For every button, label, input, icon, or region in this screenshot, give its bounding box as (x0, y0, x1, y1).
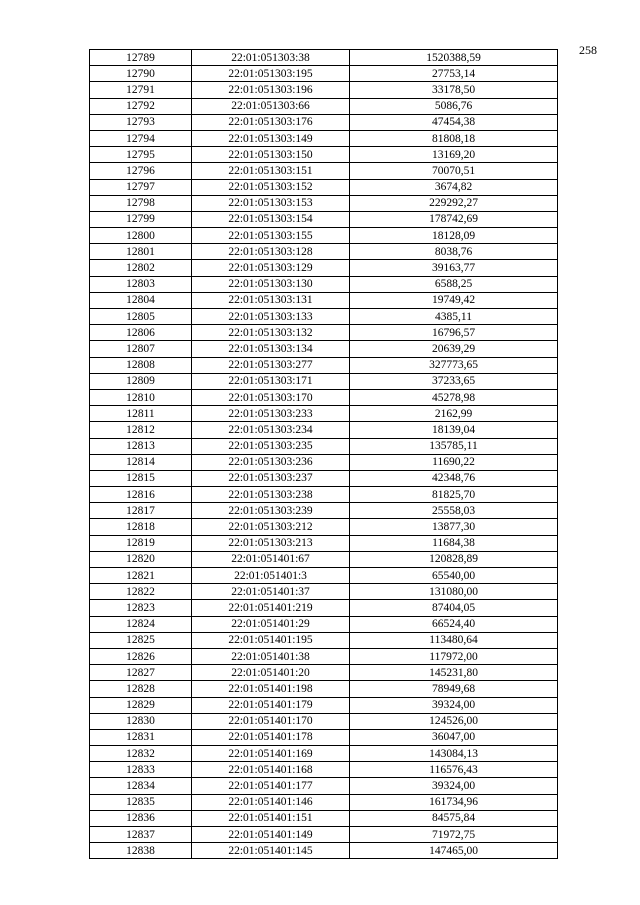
row-number-cell: 12811 (90, 406, 192, 422)
cadastral-number-cell: 22:01:051303:154 (192, 211, 350, 227)
cadastral-number-cell: 22:01:051401:170 (192, 713, 350, 729)
table-row (90, 762, 558, 778)
cadastral-number-cell: 22:01:051401:145 (192, 843, 350, 859)
value-cell: 120828,89 (350, 551, 558, 567)
cadastral-number-cell: 22:01:051303:238 (192, 487, 350, 503)
table-row (90, 292, 558, 308)
row-number-cell: 12789 (90, 50, 192, 66)
row-number-cell: 12821 (90, 568, 192, 584)
table-row (90, 827, 558, 843)
value-cell: 70070,51 (350, 163, 558, 179)
value-cell: 161734,96 (350, 794, 558, 810)
cadastral-number-cell: 22:01:051303:150 (192, 147, 350, 163)
table-row (90, 163, 558, 179)
table-row (90, 179, 558, 195)
table-row (90, 697, 558, 713)
value-cell: 37233,65 (350, 373, 558, 389)
cadastral-number-cell: 22:01:051303:134 (192, 341, 350, 357)
cadastral-number-cell: 22:01:051303:151 (192, 163, 350, 179)
table-row (90, 746, 558, 762)
cadastral-number-cell: 22:01:051303:170 (192, 389, 350, 405)
value-cell: 116576,43 (350, 762, 558, 778)
table-row (90, 713, 558, 729)
table-row (90, 648, 558, 664)
cadastral-number-cell: 22:01:051303:196 (192, 82, 350, 98)
value-cell: 33178,50 (350, 82, 558, 98)
value-cell: 25558,03 (350, 503, 558, 519)
cadastral-number-cell: 22:01:051401:168 (192, 762, 350, 778)
cadastral-number-cell: 22:01:051401:178 (192, 729, 350, 745)
table-row (90, 211, 558, 227)
row-number-cell: 12832 (90, 746, 192, 762)
value-cell: 78949,68 (350, 681, 558, 697)
value-cell: 117972,00 (350, 648, 558, 664)
row-number-cell: 12833 (90, 762, 192, 778)
row-number-cell: 12796 (90, 163, 192, 179)
cadastral-number-cell: 22:01:051401:38 (192, 648, 350, 664)
row-number-cell: 12823 (90, 600, 192, 616)
value-cell: 11690,22 (350, 454, 558, 470)
value-cell: 84575,84 (350, 810, 558, 826)
table-row (90, 568, 558, 584)
value-cell: 18139,04 (350, 422, 558, 438)
row-number-cell: 12819 (90, 535, 192, 551)
row-number-cell: 12805 (90, 309, 192, 325)
table-row (90, 454, 558, 470)
row-number-cell: 12795 (90, 147, 192, 163)
cadastral-number-cell: 22:01:051303:129 (192, 260, 350, 276)
table-body (90, 50, 558, 859)
value-cell: 81808,18 (350, 130, 558, 146)
cadastral-value-table (89, 49, 558, 859)
value-cell: 45278,98 (350, 389, 558, 405)
value-cell: 1520388,59 (350, 50, 558, 66)
row-number-cell: 12807 (90, 341, 192, 357)
table-row (90, 665, 558, 681)
value-cell: 145231,80 (350, 665, 558, 681)
cadastral-number-cell: 22:01:051401:219 (192, 600, 350, 616)
cadastral-number-cell: 22:01:051303:213 (192, 535, 350, 551)
table-row (90, 244, 558, 260)
table-row (90, 357, 558, 373)
cadastral-number-cell: 22:01:051303:235 (192, 438, 350, 454)
cadastral-number-cell: 22:01:051303:152 (192, 179, 350, 195)
table-row (90, 228, 558, 244)
row-number-cell: 12815 (90, 470, 192, 486)
cadastral-number-cell: 22:01:051401:177 (192, 778, 350, 794)
row-number-cell: 12798 (90, 195, 192, 211)
table-row (90, 147, 558, 163)
row-number-cell: 12813 (90, 438, 192, 454)
table-row (90, 50, 558, 66)
cadastral-number-cell: 22:01:051401:195 (192, 632, 350, 648)
cadastral-number-cell: 22:01:051303:66 (192, 98, 350, 114)
table-row (90, 260, 558, 276)
cadastral-number-cell: 22:01:051303:277 (192, 357, 350, 373)
value-cell: 6588,25 (350, 276, 558, 292)
table-row (90, 276, 558, 292)
value-cell: 47454,38 (350, 114, 558, 130)
table-row (90, 778, 558, 794)
table-row (90, 810, 558, 826)
value-cell: 13877,30 (350, 519, 558, 535)
row-number-cell: 12809 (90, 373, 192, 389)
value-cell: 4385,11 (350, 309, 558, 325)
table-row (90, 438, 558, 454)
cadastral-number-cell: 22:01:051303:128 (192, 244, 350, 260)
row-number-cell: 12834 (90, 778, 192, 794)
table-row (90, 373, 558, 389)
table-row (90, 406, 558, 422)
table-row (90, 422, 558, 438)
table-row (90, 503, 558, 519)
value-cell: 2162,99 (350, 406, 558, 422)
row-number-cell: 12824 (90, 616, 192, 632)
row-number-cell: 12831 (90, 729, 192, 745)
cadastral-number-cell: 22:01:051401:149 (192, 827, 350, 843)
table-row (90, 66, 558, 82)
value-cell: 81825,70 (350, 487, 558, 503)
cadastral-number-cell: 22:01:051401:29 (192, 616, 350, 632)
cadastral-number-cell: 22:01:051303:239 (192, 503, 350, 519)
table-row (90, 341, 558, 357)
cadastral-number-cell: 22:01:051401:179 (192, 697, 350, 713)
row-number-cell: 12802 (90, 260, 192, 276)
value-cell: 65540,00 (350, 568, 558, 584)
cadastral-number-cell: 22:01:051303:132 (192, 325, 350, 341)
value-cell: 39324,00 (350, 778, 558, 794)
row-number-cell: 12830 (90, 713, 192, 729)
value-cell: 66524,40 (350, 616, 558, 632)
value-cell: 39324,00 (350, 697, 558, 713)
cadastral-number-cell: 22:01:051401:67 (192, 551, 350, 567)
cadastral-number-cell: 22:01:051401:169 (192, 746, 350, 762)
table-row (90, 600, 558, 616)
table-row (90, 616, 558, 632)
row-number-cell: 12827 (90, 665, 192, 681)
row-number-cell: 12801 (90, 244, 192, 260)
row-number-cell: 12810 (90, 389, 192, 405)
value-cell: 27753,14 (350, 66, 558, 82)
row-number-cell: 12791 (90, 82, 192, 98)
row-number-cell: 12817 (90, 503, 192, 519)
table-row (90, 487, 558, 503)
row-number-cell: 12818 (90, 519, 192, 535)
cadastral-number-cell: 22:01:051303:195 (192, 66, 350, 82)
row-number-cell: 12799 (90, 211, 192, 227)
row-number-cell: 12790 (90, 66, 192, 82)
cadastral-number-cell: 22:01:051401:198 (192, 681, 350, 697)
row-number-cell: 12826 (90, 648, 192, 664)
value-cell: 36047,00 (350, 729, 558, 745)
row-number-cell: 12812 (90, 422, 192, 438)
value-cell: 16796,57 (350, 325, 558, 341)
row-number-cell: 12814 (90, 454, 192, 470)
value-cell: 87404,05 (350, 600, 558, 616)
row-number-cell: 12800 (90, 228, 192, 244)
value-cell: 8038,76 (350, 244, 558, 260)
cadastral-number-cell: 22:01:051303:233 (192, 406, 350, 422)
value-cell: 143084,13 (350, 746, 558, 762)
table-row (90, 584, 558, 600)
value-cell: 20639,29 (350, 341, 558, 357)
value-cell: 124526,00 (350, 713, 558, 729)
value-cell: 113480,64 (350, 632, 558, 648)
row-number-cell: 12816 (90, 487, 192, 503)
cadastral-number-cell: 22:01:051303:38 (192, 50, 350, 66)
cadastral-number-cell: 22:01:051303:234 (192, 422, 350, 438)
cadastral-number-cell: 22:01:051303:237 (192, 470, 350, 486)
value-cell: 135785,11 (350, 438, 558, 454)
value-cell: 131080,00 (350, 584, 558, 600)
table-row (90, 470, 558, 486)
table-row (90, 843, 558, 859)
value-cell: 5086,76 (350, 98, 558, 114)
value-cell: 18128,09 (350, 228, 558, 244)
table-row (90, 114, 558, 130)
value-cell: 13169,20 (350, 147, 558, 163)
table-row (90, 729, 558, 745)
table-row (90, 535, 558, 551)
cadastral-number-cell: 22:01:051303:212 (192, 519, 350, 535)
row-number-cell: 12836 (90, 810, 192, 826)
table-row (90, 309, 558, 325)
row-number-cell: 12829 (90, 697, 192, 713)
value-cell: 229292,27 (350, 195, 558, 211)
row-number-cell: 12808 (90, 357, 192, 373)
table-row (90, 681, 558, 697)
table-row (90, 551, 558, 567)
row-number-cell: 12793 (90, 114, 192, 130)
cadastral-number-cell: 22:01:051303:130 (192, 276, 350, 292)
table-row (90, 82, 558, 98)
cadastral-number-cell: 22:01:051401:3 (192, 568, 350, 584)
cadastral-number-cell: 22:01:051401:20 (192, 665, 350, 681)
value-cell: 147465,00 (350, 843, 558, 859)
cadastral-number-cell: 22:01:051303:155 (192, 228, 350, 244)
table-row (90, 195, 558, 211)
value-cell: 327773,65 (350, 357, 558, 373)
table-row (90, 632, 558, 648)
cadastral-number-cell: 22:01:051401:146 (192, 794, 350, 810)
row-number-cell: 12820 (90, 551, 192, 567)
cadastral-number-cell: 22:01:051303:131 (192, 292, 350, 308)
row-number-cell: 12835 (90, 794, 192, 810)
cadastral-number-cell: 22:01:051303:176 (192, 114, 350, 130)
cadastral-number-cell: 22:01:051303:133 (192, 309, 350, 325)
row-number-cell: 12797 (90, 179, 192, 195)
row-number-cell: 12837 (90, 827, 192, 843)
row-number-cell: 12828 (90, 681, 192, 697)
table-row (90, 519, 558, 535)
table-row (90, 389, 558, 405)
row-number-cell: 12803 (90, 276, 192, 292)
value-cell: 178742,69 (350, 211, 558, 227)
row-number-cell: 12825 (90, 632, 192, 648)
row-number-cell: 12794 (90, 130, 192, 146)
cadastral-number-cell: 22:01:051303:153 (192, 195, 350, 211)
page-number: 258 (579, 43, 597, 57)
row-number-cell: 12806 (90, 325, 192, 341)
table-row (90, 794, 558, 810)
value-cell: 19749,42 (350, 292, 558, 308)
table-row (90, 98, 558, 114)
cadastral-number-cell: 22:01:051401:37 (192, 584, 350, 600)
row-number-cell: 12822 (90, 584, 192, 600)
cadastral-number-cell: 22:01:051303:171 (192, 373, 350, 389)
cadastral-number-cell: 22:01:051401:151 (192, 810, 350, 826)
value-cell: 11684,38 (350, 535, 558, 551)
cadastral-number-cell: 22:01:051303:149 (192, 130, 350, 146)
value-cell: 42348,76 (350, 470, 558, 486)
value-cell: 3674,82 (350, 179, 558, 195)
row-number-cell: 12792 (90, 98, 192, 114)
value-cell: 39163,77 (350, 260, 558, 276)
row-number-cell: 12838 (90, 843, 192, 859)
row-number-cell: 12804 (90, 292, 192, 308)
cadastral-number-cell: 22:01:051303:236 (192, 454, 350, 470)
table-row (90, 130, 558, 146)
table-row (90, 325, 558, 341)
value-cell: 71972,75 (350, 827, 558, 843)
